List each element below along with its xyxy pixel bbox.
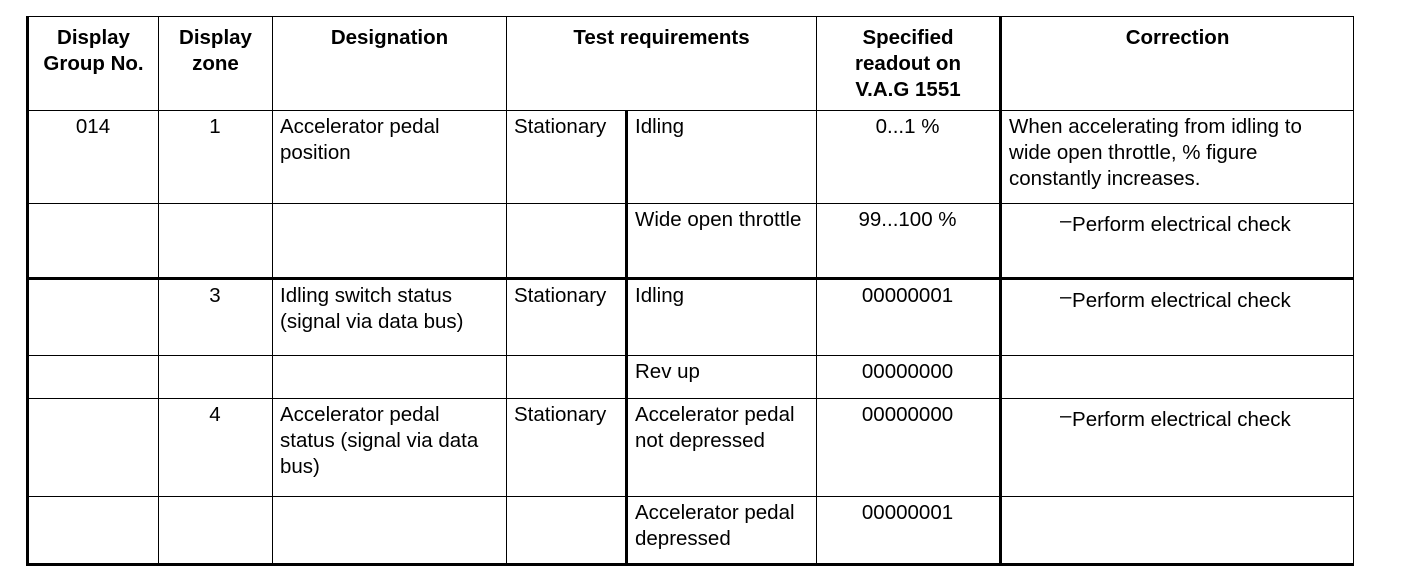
cell-requirement: Rev up (627, 356, 817, 399)
cell-designation (273, 497, 507, 565)
cell-readout: 00000000 (817, 356, 1001, 399)
cell-group (28, 279, 159, 356)
cell-zone (159, 356, 273, 399)
header-specified-readout: Specified readout on V.A.G 1551 (817, 17, 1001, 111)
dash-bullet: – (1060, 285, 1072, 308)
cell-condition (507, 497, 627, 565)
cell-zone: 1 (159, 111, 273, 204)
cell-correction (1001, 356, 1354, 399)
cell-readout: 99...100 % (817, 204, 1001, 279)
cell-group (28, 204, 159, 279)
cell-correction (1001, 497, 1354, 565)
header-correction: Correction (1001, 17, 1354, 111)
dash-bullet: – (1060, 209, 1072, 232)
cell-condition: Stationary (507, 279, 627, 356)
table-row (28, 111, 1354, 204)
cell-requirement: Accelerator pedal not depressed (627, 399, 817, 497)
cell-designation (273, 356, 507, 399)
cell-readout: 00000001 (817, 497, 1001, 565)
table-row (28, 356, 1354, 399)
header-test-requirements: Test requirements (507, 17, 817, 111)
dash-bullet: – (1060, 404, 1072, 427)
table-row (28, 279, 1354, 356)
cell-condition (507, 204, 627, 279)
cell-requirement: Idling (627, 279, 817, 356)
cell-group: 014 (28, 111, 159, 204)
cell-requirement: Idling (627, 111, 817, 204)
correction-text: Perform electrical check (1072, 213, 1291, 236)
cell-correction (1001, 279, 1354, 356)
cell-condition (507, 356, 627, 399)
cell-correction: When accelerating from idling to wide open throttle, % figure constantly increases. (1001, 111, 1354, 204)
table-row (28, 399, 1354, 497)
cell-group (28, 497, 159, 565)
cell-group (28, 356, 159, 399)
cell-readout: 00000000 (817, 399, 1001, 497)
measured-values-table (26, 16, 1354, 566)
header-row (28, 17, 1354, 111)
cell-designation: Accelerator pedal status (signal via data bus) (273, 399, 507, 497)
cell-zone (159, 204, 273, 279)
cell-zone (159, 497, 273, 565)
cell-condition: Stationary (507, 111, 627, 204)
cell-condition: Stationary (507, 399, 627, 497)
header-designation: Designation (273, 17, 507, 111)
cell-correction (1001, 399, 1354, 497)
header-display-group: Display Group No. (28, 17, 159, 111)
cell-zone: 3 (159, 279, 273, 356)
cell-requirement: Wide open throttle (627, 204, 817, 279)
header-display-zone: Display zone (159, 17, 273, 111)
cell-requirement: Accelerator pedal depressed (627, 497, 817, 565)
cell-designation: Idling switch status (signal via data bus) (273, 279, 507, 356)
correction-text: Perform electrical check (1072, 289, 1291, 312)
correction-text: Perform electrical check (1072, 408, 1291, 431)
cell-correction (1001, 204, 1354, 279)
cell-group (28, 399, 159, 497)
table-row (28, 497, 1354, 565)
table-row (28, 204, 1354, 279)
cell-readout: 0...1 % (817, 111, 1001, 204)
cell-readout: 00000001 (817, 279, 1001, 356)
cell-zone: 4 (159, 399, 273, 497)
cell-designation: Accelerator pedal position (273, 111, 507, 204)
cell-designation (273, 204, 507, 279)
